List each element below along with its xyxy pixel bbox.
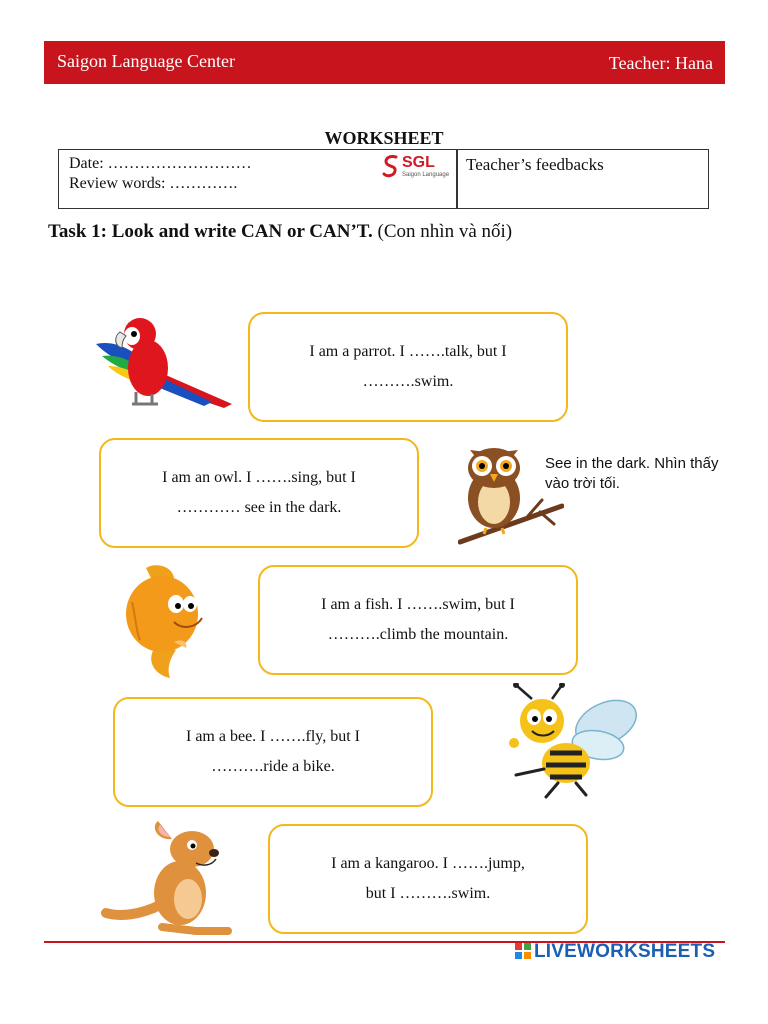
sentence-line: ……….swim.	[362, 373, 454, 390]
liveworksheets-icon	[515, 943, 532, 961]
sentence-box-fish[interactable]	[258, 565, 578, 675]
sentence-box-owl[interactable]	[99, 438, 419, 548]
liveworksheets-text: LIVEWORKSHEETS	[534, 941, 716, 962]
sentence-line: ……….ride a bike.	[211, 758, 335, 775]
sentence-box-parrot[interactable]	[248, 312, 568, 422]
sentence-line: I am an owl. I …….sing, but I	[162, 469, 356, 486]
sentence-line: I am a kangaroo. I …….jump,	[331, 855, 525, 872]
table-divider	[456, 150, 458, 208]
task-title-note: (Con nhìn và nối)	[377, 221, 513, 242]
sentence-line: ………… see in the dark.	[176, 499, 342, 516]
header-bar	[44, 41, 725, 84]
date-field[interactable]: Date: ………………………	[69, 155, 252, 172]
parrot-image	[92, 314, 240, 410]
bee-image	[502, 683, 642, 801]
sgl-logo-subtitle: Saigon Language	[402, 172, 450, 178]
center-name: Saigon Language Center	[57, 51, 235, 71]
task-title	[48, 221, 512, 243]
sentence-box-kangaroo[interactable]	[268, 824, 588, 934]
fish-image	[116, 562, 212, 682]
sentence-line: I am a parrot. I …….talk, but I	[309, 343, 507, 360]
sgl-logo-text: SGL	[402, 154, 435, 171]
kangaroo-image	[100, 817, 238, 935]
sentence-line: ……….climb the mountain.	[327, 626, 509, 643]
sgl-swirl-icon	[382, 154, 400, 180]
sentence-line: I am a fish. I …….swim, but I	[321, 596, 515, 613]
worksheet-title: WORKSHEET	[324, 128, 444, 148]
teacher-name: Teacher: Hana	[608, 53, 713, 73]
review-words-field[interactable]: Review words: ………….	[69, 175, 238, 192]
task-title-main: Task 1: Look and write CAN or CAN’T.	[48, 221, 373, 242]
sentence-box-bee[interactable]	[113, 697, 433, 807]
owl-note: See in the dark. Nhìn thấy vào trời tối.	[545, 455, 719, 492]
sentence-line: but I ……….swim.	[365, 885, 491, 902]
sgl-logo	[382, 154, 452, 186]
sentence-line: I am a bee. I …….fly, but I	[185, 728, 360, 745]
teacher-feedback-label: Teacher’s feedbacks	[466, 155, 604, 174]
